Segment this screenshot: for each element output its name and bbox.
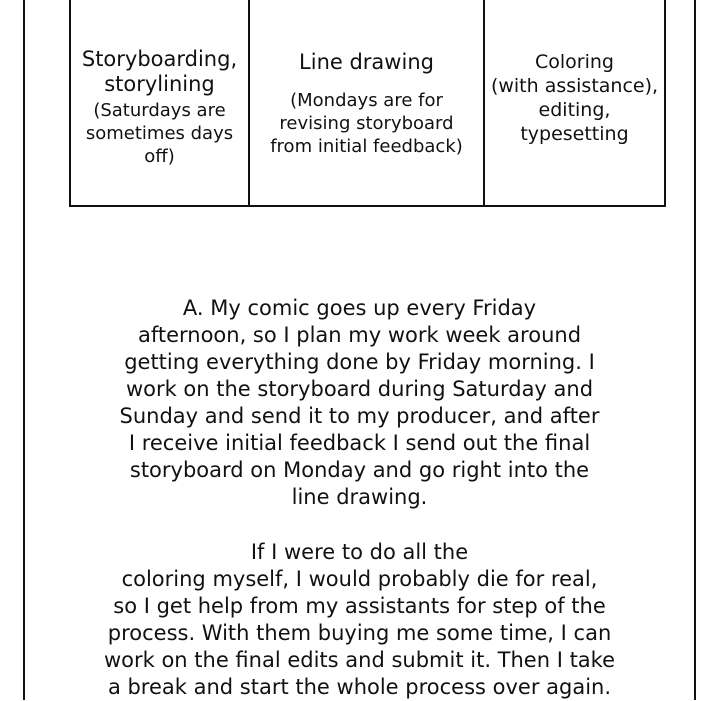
schedule-cell-note: (Saturdays are sometimes days off) [85,100,234,167]
answer-paragraph-2: If I were to do all the coloring myself, I would probably die for real, so I get help from my assistants for step of the process. With them buying me some time, I can work on the final edits and submit it. Then I take a break and start the whole process over again. [103,540,616,699]
schedule-cell-coloring [485,0,664,205]
schedule-table [69,0,666,207]
answer-paragraph-1: A. My comic goes up every Friday afternoon, so I plan my work week around getting everything done by Friday morning. I work on the storyboard during Saturday and Sunday and send it to my producer, and after I receive initial feedback I send out the final storyboard on Monday and go right into the line drawing. [119,296,600,509]
schedule-cell-storyboarding [71,0,250,205]
panel-border-right [694,0,696,700]
schedule-cell-title: Storyboarding, storylining [81,47,238,96]
schedule-cell-title: Line drawing [299,50,434,74]
schedule-cell-line-drawing [250,0,485,205]
schedule-cell-title: Coloring (with assistance), editing, typesetting [490,51,659,145]
schedule-cell-note: (Mondays are for revising storyboard from initial feedback) [270,90,463,157]
